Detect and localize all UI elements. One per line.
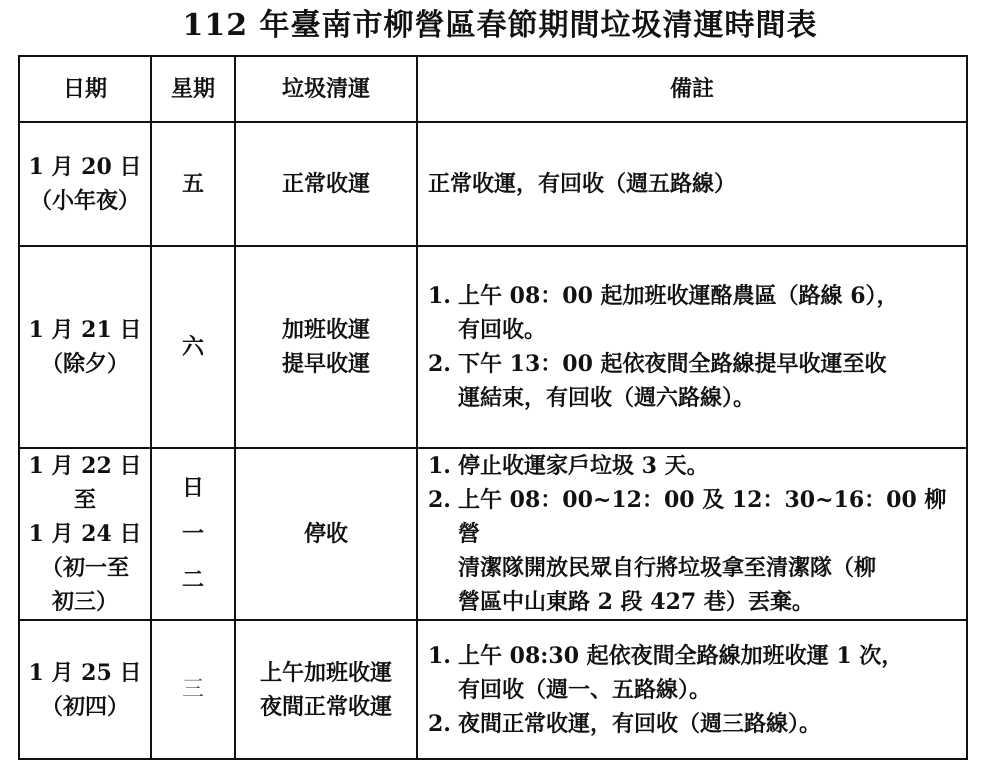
note-number: 1. [428, 453, 451, 479]
date-line: （初四） [40, 693, 129, 720]
note-line: 運結束，有回收（週六路線）。 [458, 385, 756, 411]
note-line: 清潔隊開放民眾自行將垃圾拿至清潔隊（柳 [458, 555, 877, 581]
header-weekday: 星期 [151, 56, 235, 122]
note-line: 上午 08：00~12：00 及 12：30~16：00 柳營 [458, 487, 947, 547]
note-line: 下午 13：00 起依夜間全路線提早收運至收 [458, 351, 887, 377]
cleanup-line: 停收 [303, 521, 348, 547]
note-number: 1. [428, 642, 451, 669]
table-row [19, 448, 967, 620]
note-text [458, 639, 958, 707]
note-line: 有回收（週一、五路線）。 [458, 676, 712, 703]
date-cell [19, 246, 151, 448]
note-line: 停止收運家戶垃圾 3 天。 [458, 453, 709, 479]
notes-cell [417, 448, 967, 620]
date-line: 初三） [51, 589, 118, 615]
note-text [458, 483, 958, 619]
note-line: 夜間正常收運，有回收（週三路線）。 [458, 710, 822, 737]
date-line: 1 月 21 日 [28, 317, 142, 343]
page-title: 112 年臺南市柳營區春節期間垃圾清運時間表 [182, 8, 818, 43]
notes-cell [417, 246, 967, 448]
note-text [458, 449, 958, 483]
note-item [428, 279, 958, 347]
cleanup-cell [235, 246, 417, 448]
weekday-line: 二 [181, 567, 204, 593]
cleanup-cell [235, 122, 417, 246]
header-notes: 備註 [417, 56, 967, 122]
cleanup-cell [235, 448, 417, 620]
note-item [428, 483, 958, 619]
cleanup-line: 夜間正常收運 [259, 693, 392, 720]
date-line: 1 月 25 日 [28, 659, 142, 686]
note-number: 2. [428, 710, 451, 737]
table-row [19, 122, 967, 246]
table-row [19, 620, 967, 759]
note-item [428, 347, 958, 415]
note-text: 正常收運，有回收（週五路線） [428, 171, 737, 197]
weekday-line: 五 [181, 171, 204, 197]
notes-cell [417, 122, 967, 246]
weekday-cell [151, 122, 235, 246]
note-text [458, 279, 958, 347]
weekday-line: 一 [181, 521, 204, 547]
date-cell [19, 448, 151, 620]
date-line: （小年夜） [29, 188, 140, 214]
date-cell [19, 620, 151, 759]
cleanup-line: 上午加班收運 [259, 659, 392, 686]
note-text [458, 347, 958, 415]
note-line: 營區中山東路 2 段 427 巷）丟棄。 [458, 589, 814, 615]
cleanup-line: 正常收運 [281, 171, 370, 197]
note-line: 有回收。 [458, 317, 547, 343]
note-item [428, 639, 958, 707]
date-line: （除夕） [40, 351, 129, 377]
weekday-line: 日 [181, 475, 204, 501]
header-cleanup: 垃圾清運 [235, 56, 417, 122]
date-line: 1 月 20 日 [28, 154, 142, 180]
note-item [428, 707, 958, 741]
note-line: 上午 08：00 起加班收運酪農區（路線 6）， [458, 283, 899, 309]
note-number: 2. [428, 351, 451, 377]
date-line: 至 [73, 487, 96, 513]
note-text [458, 707, 958, 741]
note-number: 2. [428, 487, 451, 513]
note-item [428, 449, 958, 483]
note-number: 1. [428, 283, 451, 309]
date-line: 1 月 24 日 [28, 521, 142, 547]
date-line: （初一至 [40, 555, 129, 581]
cleanup-line: 加班收運 [281, 317, 370, 343]
cleanup-cell [235, 620, 417, 759]
date-cell [19, 122, 151, 246]
date-line: 1 月 22 日 [28, 453, 142, 479]
table-header-row [19, 56, 967, 122]
weekday-line: 六 [181, 334, 204, 360]
notes-cell [417, 620, 967, 759]
schedule-table [18, 55, 968, 760]
cleanup-line: 提早收運 [281, 351, 370, 377]
table-row [19, 246, 967, 448]
header-date: 日期 [19, 56, 151, 122]
weekday-line: 三 [181, 676, 204, 702]
weekday-cell [151, 448, 235, 620]
note-line: 上午 08:30 起依夜間全路線加班收運 1 次， [458, 642, 904, 669]
weekday-cell [151, 246, 235, 448]
note-item [428, 167, 958, 201]
weekday-cell [151, 620, 235, 759]
